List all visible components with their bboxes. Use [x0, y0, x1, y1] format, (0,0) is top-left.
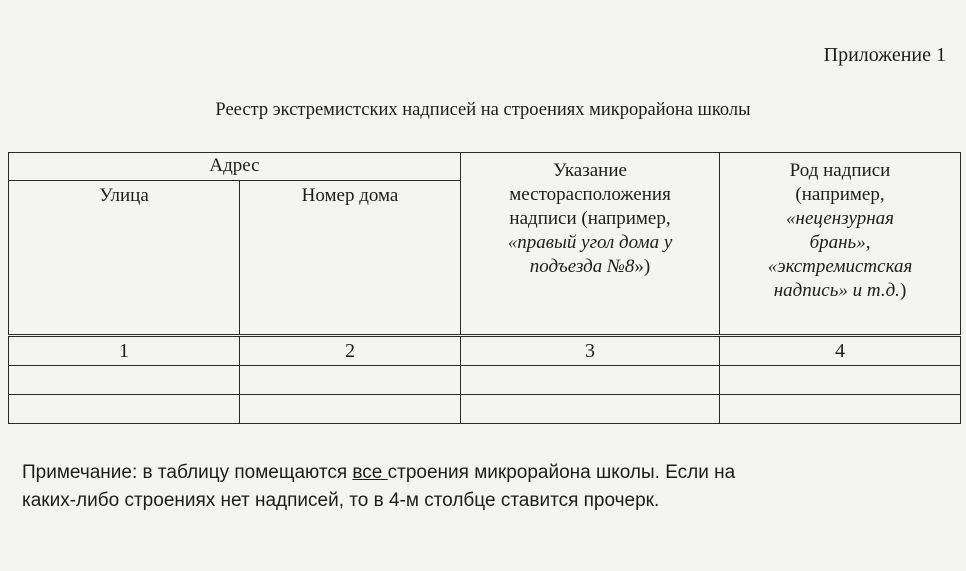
header-address: Адрес — [9, 153, 461, 181]
empty-cell — [240, 395, 461, 424]
empty-cell — [461, 395, 720, 424]
empty-cell — [240, 366, 461, 395]
empty-cell — [720, 366, 961, 395]
col-number-2: 2 — [240, 336, 461, 366]
header-street: Улица — [9, 181, 240, 336]
registry-table — [8, 152, 961, 424]
col-number-3: 3 — [461, 336, 720, 366]
col-number-4: 4 — [720, 336, 961, 366]
note-underlined: все — [352, 462, 388, 483]
header-type-example2-line1: «экстремистская — [767, 256, 913, 277]
header-type-example1-line1: «нецензурная — [786, 208, 894, 229]
empty-cell — [461, 366, 720, 395]
note-part2: строения микрорайона школы. Если на — [387, 462, 736, 483]
header-location-line2: месторасположения — [509, 184, 671, 205]
header-type-example2-line2: надпись» и т.д. — [773, 280, 900, 301]
header-type — [720, 153, 961, 336]
header-location-line3: надписи (например, — [509, 208, 671, 229]
header-location-example2: подъезда №8 — [529, 256, 635, 277]
header-type-example1-line2: брань», — [809, 232, 871, 253]
header-location-example1: «правый угол дома у — [507, 232, 673, 253]
header-type-line1: Род надписи — [789, 160, 891, 181]
note-line2: каких-либо строениях нет надписей, то в 4-м столбце ставится прочерк. — [22, 490, 660, 511]
header-location-close: ») — [634, 256, 651, 277]
appendix-label: Приложение 1 — [823, 44, 946, 66]
document-title: Реестр экстремистских надписей на строениях микрорайона школы — [215, 100, 751, 120]
empty-cell — [720, 395, 961, 424]
header-location-line1: Указание — [553, 160, 627, 181]
header-type-close: ) — [899, 280, 907, 301]
col-number-1: 1 — [9, 336, 240, 366]
empty-cell — [9, 366, 240, 395]
header-type-line2: (например, — [795, 184, 885, 205]
header-location — [461, 153, 720, 336]
empty-cell — [9, 395, 240, 424]
note-paragraph — [22, 459, 942, 515]
note-part1: Примечание: в таблицу помещаются — [22, 462, 353, 483]
header-house-number: Номер дома — [240, 181, 461, 336]
